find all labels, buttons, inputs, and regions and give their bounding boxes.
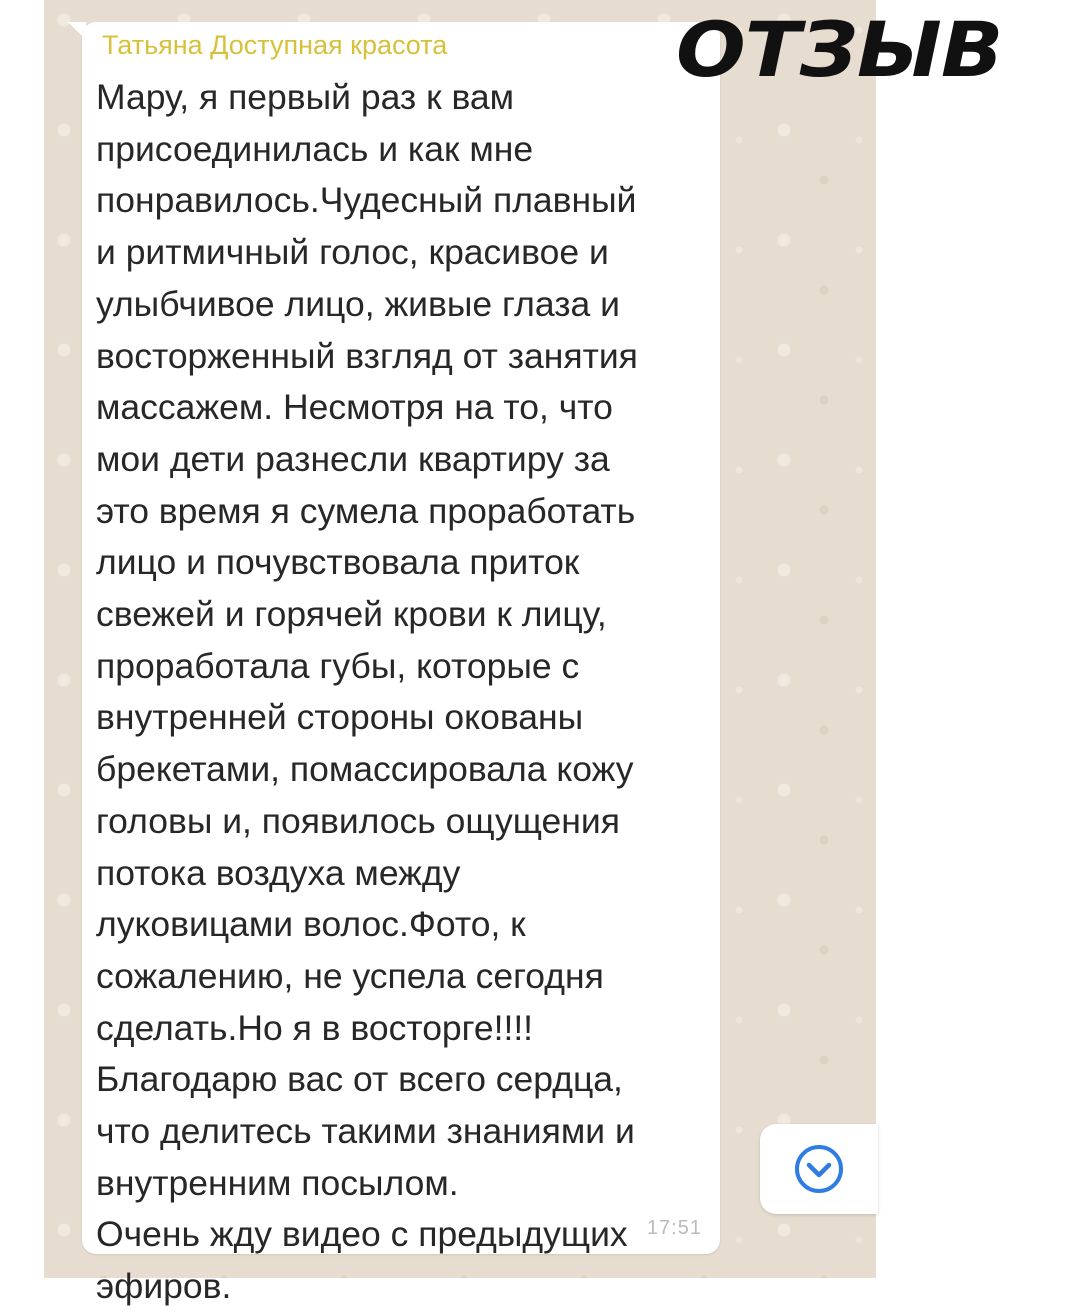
sender-name: Татьяна Доступная красота (102, 30, 448, 60)
message-timestamp: 17:51 (646, 1217, 702, 1239)
chevron-down-circle-icon (793, 1143, 845, 1195)
message-bubble[interactable] (82, 22, 720, 1307)
scroll-to-bottom-button[interactable] (760, 1124, 878, 1214)
message-text: Мару, я первый раз к вам присоединилась и как мне понравилось.Чудесный плавный и ритмичный голос, красивое и улыбчивое лицо, живые глаза и восторженный взгляд от занятия массажем. Несмотря на то, что мои дети разнесли квартиру за это время я сумела проработать лицо и почувствовала приток свежей и горячей крови к лицу, проработала губы, которые с внутренней стороны окованы брекетами, помассировала кожу головы и, появилось ощущения потока воздуха между луковицами волос.Фото, к сожалению, не успела сегодня сделать.Но я в восторге!!!! Благодарю вас от всего сердца, что делитесь такими знаниями и внутренним посылом. Очень жду видео с предыдущих эфиров. (96, 77, 638, 1307)
review-title: ОТЗЫВ (676, 7, 1003, 95)
